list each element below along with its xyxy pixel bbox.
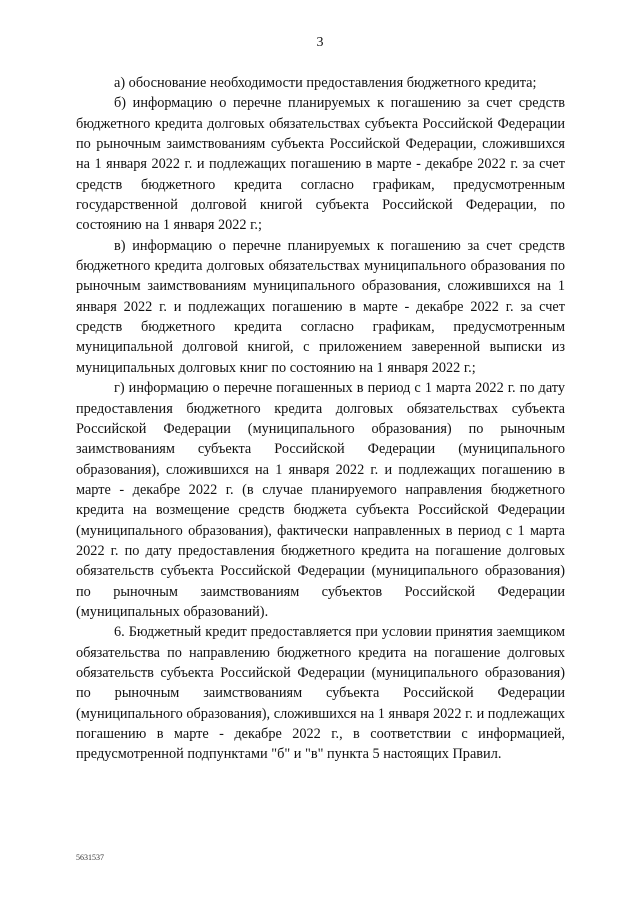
paragraph-item-g: г) информацию о перечне погашенных в период с 1 марта 2022 г. по дату предоставления бюджетного кредита долговых обязательствах субъекта Российской Федерации (муниципального образования) по рыночным заимствованиям субъекта Российской Федерации (муниципального образования), сложившихся на 1 января 2022 г. и подлежащих погашению в марте - декабре 2022 г. (в случае планируемого направления бюджетного кредита на возмещение средств бюджета субъекта Российской Федерации (муниципального образования), фактически направленных в период с 1 марта 2022 г. по дату предоставления бюджетного кредита на погашение долговых обязательств субъекта Российской Федерации (муниципального образования) по рыночным заимствованиям субъектов Российской Федерации (муниципальных образований). xyxy=(76,380,565,620)
document-body xyxy=(76,73,565,765)
page-number: 3 xyxy=(316,35,324,50)
paragraph-item-v: в) информацию о перечне планируемых к погашению за счет средств бюджетного кредита долговых обязательствах муниципального образования по рыночным заимствованиям муниципального образования, сложившихся на 1 января 2022 г. и подлежащих погашению в марте - декабре 2022 г. за счет средств бюджетного кредита согласно графикам, предусмотренным муниципальной долговой книгой, с приложением заверенной выписки из муниципальных долговых книг по состоянию на 1 января 2022 г.; xyxy=(76,237,565,376)
document-code: 5631537 xyxy=(76,853,104,862)
paragraph-item-a: а) обоснование необходимости предоставления бюджетного кредита; xyxy=(114,75,537,91)
paragraph-point-6: 6. Бюджетный кредит предоставляется при условии принятия заемщиком обязательства по направлению бюджетного кредита на погашение долговых обязательств субъекта Российской Федерации (муниципального образования) по рыночным заимствованиям субъекта Российской Федерации (муниципального образования), сложившихся на 1 января 2022 г. и подлежащих погашению в марте - декабре 2022 г., в соответствии с информацией, предусмотренной подпунктами "б" и "в" пункта 5 настоящих Правил. xyxy=(76,624,565,763)
paragraph-item-b: б) информацию о перечне планируемых к погашению за счет средств бюджетного кредита долговых обязательствах субъекта Российской Федерации по рыночным заимствованиям субъекта Российской Федерации, сложившихся на 1 января 2022 г. и подлежащих погашению в марте - декабре 2022 г. за счет средств бюджетного кредита согласно графикам, предусмотренным государственной долговой книгой субъекта Российской Федерации, по состоянию на 1 января 2022 г.; xyxy=(76,95,565,234)
